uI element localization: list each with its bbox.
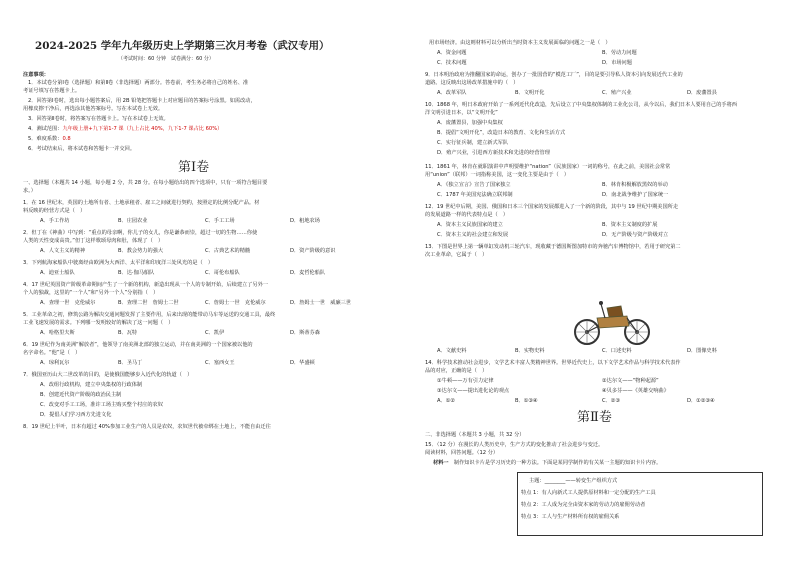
q14-opt-d: D．①②③④ — [687, 398, 715, 404]
q12-opt-d: D．无产阶级与资产阶级对立 — [602, 232, 669, 238]
q6-opt-a: A．琼利瓦尔 — [40, 360, 70, 366]
q3-opt-c: C．哥伦布船队 — [205, 270, 240, 276]
q10-line1: 10．1868 年，明日本政府开始了一系列近代化改造，先后设立了中央集权体制的工业化公司，从今以后，我们日本人要用自己的手将西 — [425, 102, 737, 108]
q14-item-2: ②达尔文——“物种起源” — [602, 378, 659, 384]
note-4: 4．测试范围：九年级上册+九下第1-7 课（九上占比 40%，九下1-7 课占比 60%） — [28, 126, 223, 132]
q7-opt-a: A．改组行政机构，建立中央集权的行政体制 — [40, 382, 143, 388]
note-1b: 考证号填写在答题卡上。 — [23, 88, 81, 94]
q6-opt-d: D．华盛顿 — [290, 360, 315, 366]
q11-line2: 用“union”（联邦）一词指称美国，这一变化主要是由于（ ） — [425, 172, 570, 178]
q13-opt-a: A．文献史料 — [437, 348, 467, 354]
q4-line2: 个人的独裁，这里的“一个人”和“另外一个人”分别指（ ） — [23, 290, 159, 296]
q1-opt-a: A．手工作坊 — [40, 218, 70, 224]
part2-section: 二、非选择题（本题共 3 小题，共 32 分） — [425, 432, 525, 438]
q3-line1: 3．下列航海家船队中驶离经由欧洲为大西洋、太平洋和印度洋三处风光的是（ ） — [23, 260, 214, 266]
q1-opt-d: D．租地农场 — [290, 218, 320, 224]
note-1a: 1．本试卷分第Ⅰ卷（选择题）和第Ⅱ卷（非选择题）两部分。答卷前，考生务必将自己的姓名、准 — [28, 80, 249, 86]
card-theme: 主题：________——转变生产组织方式 — [529, 478, 618, 484]
q3-opt-a: A．迪亚士船队 — [40, 270, 75, 276]
q3-opt-d: D．麦哲伦船队 — [290, 270, 326, 276]
q5-opt-d: D．斯蒂芬森 — [290, 330, 320, 336]
q12-opt-c: C．资本主义的社会建立和发展 — [437, 232, 509, 238]
q12-line2: 的发展道路一样的代表特点是（ ） — [425, 212, 509, 218]
q14-line2: 品的对应，正确的是（ ） — [425, 368, 488, 374]
q8-opt-a: A．资金问题 — [437, 50, 467, 56]
q12-opt-b: B．资本主义制度的扩展 — [602, 222, 658, 228]
q15-line2: 阅读材料，回答问题。（12 分） — [425, 450, 499, 456]
q1-opt-b: B．庄园农业 — [118, 218, 148, 224]
q6-line1: 6．19 世纪作为南美洲“解放者”，他领导了南美洲北部的独立运动，并在南美洲的一个国家被以他的 — [23, 342, 253, 348]
q1-opt-c: C．手工工场 — [205, 218, 235, 224]
q2-opt-a: A．人文主义的精神 — [40, 248, 86, 254]
exam-meta: （考试时间：60 分钟 试卷满分：60 分） — [118, 56, 214, 62]
q9-opt-a: A．改革军队 — [437, 90, 467, 96]
q14-item-4: ④贝多芬——《英雄交响曲》 — [602, 388, 669, 394]
q4-opt-a: A．查理一世 克伦威尔 — [40, 300, 96, 306]
q4-opt-d: D．詹姆士一世 威廉三世 — [290, 300, 352, 306]
q7-line1: 7．俄国亚历山大二世改革的目的，是使俄国能够步入近代化的轨道（ ） — [23, 372, 193, 378]
q2-line1: 2．但丁在《神曲》中写到：“重点的母亲啊，你儿子的女儿，你是谦恭而崇，超过一切的生物……你使 — [23, 230, 258, 236]
q15-line1: 15．（12 分）在漫长的人类历史中，生产方式的变化推动了社会进步与变迁。 — [425, 442, 604, 448]
note-5: 5．难度系数：0.8 — [28, 136, 71, 142]
q7-opt-d: D．提倡人们学习西方先进文化 — [40, 412, 112, 418]
note-2b: 用橡皮擦干净后，再选涂其他答案标号。写在本试卷上无效。 — [23, 106, 164, 112]
q14-line1: 14．科学技术推动社会进步，文学艺术丰富人类精神世界。世界近代史上，以下文学艺术作品与科学技术代表作 — [425, 360, 681, 366]
right-column — [397, 0, 794, 562]
q3-opt-b: B．达·伽马船队 — [118, 270, 155, 276]
q8-cont: 用市场经济。由这则材料可以分析出当时资本主义发展面临的问题之一是（ ） — [429, 40, 611, 46]
q2-opt-d: D．资产阶级的意识 — [290, 248, 336, 254]
q13-opt-b: B．实物史料 — [515, 348, 545, 354]
q6-opt-c: C．塞西女王 — [205, 360, 235, 366]
q5-line1: 5．工业革命之初，修筑公路为解决交通问题发挥了主要作用，后来出现的能带动马车等运送的交通工具，最终 — [23, 312, 276, 318]
q13-opt-c: C．口述史料 — [602, 348, 632, 354]
q11-opt-c: C．1787 年美国宪法确立联邦制 — [437, 192, 513, 198]
q2-opt-c: C．古典艺术的精髓 — [205, 248, 251, 254]
q4-opt-c: C．詹姆士一世 克伦威尔 — [205, 300, 266, 306]
q14-opt-a: A．①② — [437, 398, 456, 404]
q8-opt-b: B．劳动力问题 — [602, 50, 637, 56]
q9-opt-b: B．文明开化 — [515, 90, 545, 96]
q4-line1: 4．17 世纪英国资产阶级革命期间产生了一个新的机构，新造出现从一个人的专制开始，后续建立了另外一 — [23, 282, 268, 288]
q6-line2: 名字命名。“他”是（ ） — [23, 350, 81, 356]
q9-line1: 9．日本明治政府为推翻国家的命运，创办了一批国营的“模范工厂”，目的是要引导私人资本引向发展近代工业的 — [425, 72, 683, 78]
q9-opt-c: C．殖产兴业 — [602, 90, 632, 96]
part1-section: 一、选择题（本题共 14 小题，每小题 2 分，共 28 分。在每小题给出的四个选项中，只有一项符合题目要 — [23, 180, 268, 186]
part1-section-cont: 求。） — [23, 188, 36, 194]
q14-opt-b: B．①③④ — [515, 398, 538, 404]
benz-car-image — [567, 288, 657, 346]
q14-opt-c: C．②③ — [602, 398, 621, 404]
q1-line1: 1．在 16 世纪末，英国的土地所有者、土地承租者、雇工之间就进行契约，按照定的比例分配产品。材 — [23, 200, 260, 206]
q12-opt-a: A．资本主义民族国家的建立 — [437, 222, 503, 228]
q2-line2: 人类的天性变成高贵。”但丁这样歌颂母肉和肚，体现了（ ） — [23, 238, 164, 244]
q9-opt-d: D．废藩置县 — [687, 90, 717, 96]
notes-heading: 注意事项： — [23, 72, 49, 78]
q14-item-1: ①牛顿——万有引力定律 — [437, 378, 494, 384]
note-2a: 2．回答第Ⅰ卷时，选出每小题答案后，用 2B 铅笔把答题卡上对应题目的答案标号涂黑。如需改动， — [28, 98, 256, 104]
q10-opt-a: A．废藩置县，加强中央集权 — [437, 120, 503, 126]
q1-line2: 料反映的经营方式是（ ） — [23, 208, 86, 214]
q11-opt-b: B．林肯积极解放黑奴的举动 — [602, 182, 668, 188]
q5-opt-a: A．哈格里夫斯 — [40, 330, 75, 336]
q5-opt-b: B．瓦特 — [118, 330, 138, 336]
material-1: 材料一 制作知识卡片是学习历史的一种方法。下面是某同学制作的有关某一主题的知识卡片内容。 — [433, 460, 662, 466]
q12-line1: 12．19 世纪中后期，美国、俄国和日本三个国家的发展都进入了一个新的阶段，其中与 19 世纪中期美国所走 — [425, 204, 679, 210]
q8-line1: 8．19 世纪上半叶，日本有超过 40%参加工业生产的人员是农奴，农奴世代被牵绑在土地上，不能自由迁往 — [23, 424, 271, 430]
part2-heading: 第Ⅱ卷 — [577, 410, 612, 425]
card-feature-2: 特点 2：工人成为完全由资本家的劳动力的雇佣劳动者 — [521, 502, 646, 508]
q13-opt-d: D．图像史料 — [687, 348, 717, 354]
q5-opt-c: C．凯伊 — [205, 330, 225, 336]
q7-opt-b: B．创建近代资产阶级的政治民主制 — [40, 392, 122, 398]
q11-opt-d: D．南北战争维护了国家统一 — [602, 192, 669, 198]
q13-line2: 次工业革命，它属于（ ） — [425, 252, 488, 258]
q8-opt-c: C．技术问题 — [437, 60, 467, 66]
q11-opt-a: A．《独立宣言》宣告了国家独立 — [437, 182, 511, 188]
card-feature-3: 特点 3：工人与生产材料所有权的雇佣关系 — [521, 514, 620, 520]
q5-line2: 工业飞速发展的需求。下列哪一发明较好的解决了这一问题（ ） — [23, 320, 174, 326]
card-feature-1: 特点 1：有人向新式工人提供原材料和一定分配的生产工具 — [521, 490, 656, 496]
q10-line2: 洋文明引进日本，以“文明开化” — [425, 110, 498, 116]
note-6: 6．考试结束后，将本试卷和答题卡一并交回。 — [28, 146, 136, 152]
q4-opt-b: B．查理二世 詹姆士二世 — [118, 300, 179, 306]
part1-heading: 第Ⅰ卷 — [178, 160, 210, 175]
note-3: 3．回答第Ⅱ卷时，将答案写在答题卡上。写在本试卷上无效。 — [28, 116, 169, 122]
q10-opt-c: C．实行征兵制，建立新式军队 — [437, 140, 509, 146]
q2-opt-b: B．教会势力的强大 — [118, 248, 164, 254]
q11-line1: 11．1861 年，林肯在就职演讲中声明要维护“nation”（民族国家）一词的称号，在此之前，美国社会常常 — [425, 164, 671, 170]
q10-opt-b: B．提倡“文明开化”，改造日本的教育、文化和生活方式 — [437, 130, 566, 136]
q6-opt-b: B．圣马丁 — [118, 360, 143, 366]
exam-title: 2024-2025 学年九年级历史上学期第三次月考卷（武汉专用） — [35, 40, 330, 52]
q10-opt-d: D．殖产兴业，引进西方新技术和先进的经营管理 — [437, 150, 550, 156]
q8-opt-d: D．市场问题 — [602, 60, 632, 66]
q7-opt-c: C．改变对手工工场，准许工场主购买整个村庄的农奴 — [40, 402, 163, 408]
q9-line2: 道路。这反映出这场改革措施中的（ ） — [425, 80, 519, 86]
q13-line1: 13．下图是世界上第一辆单缸发动机三轮汽车，现收藏于德国斯图加特市的奔驰汽车博物馆中，若用于研究第二 — [425, 244, 681, 250]
q14-item-3: ③达尔文——提出进化论的观点 — [437, 388, 510, 394]
